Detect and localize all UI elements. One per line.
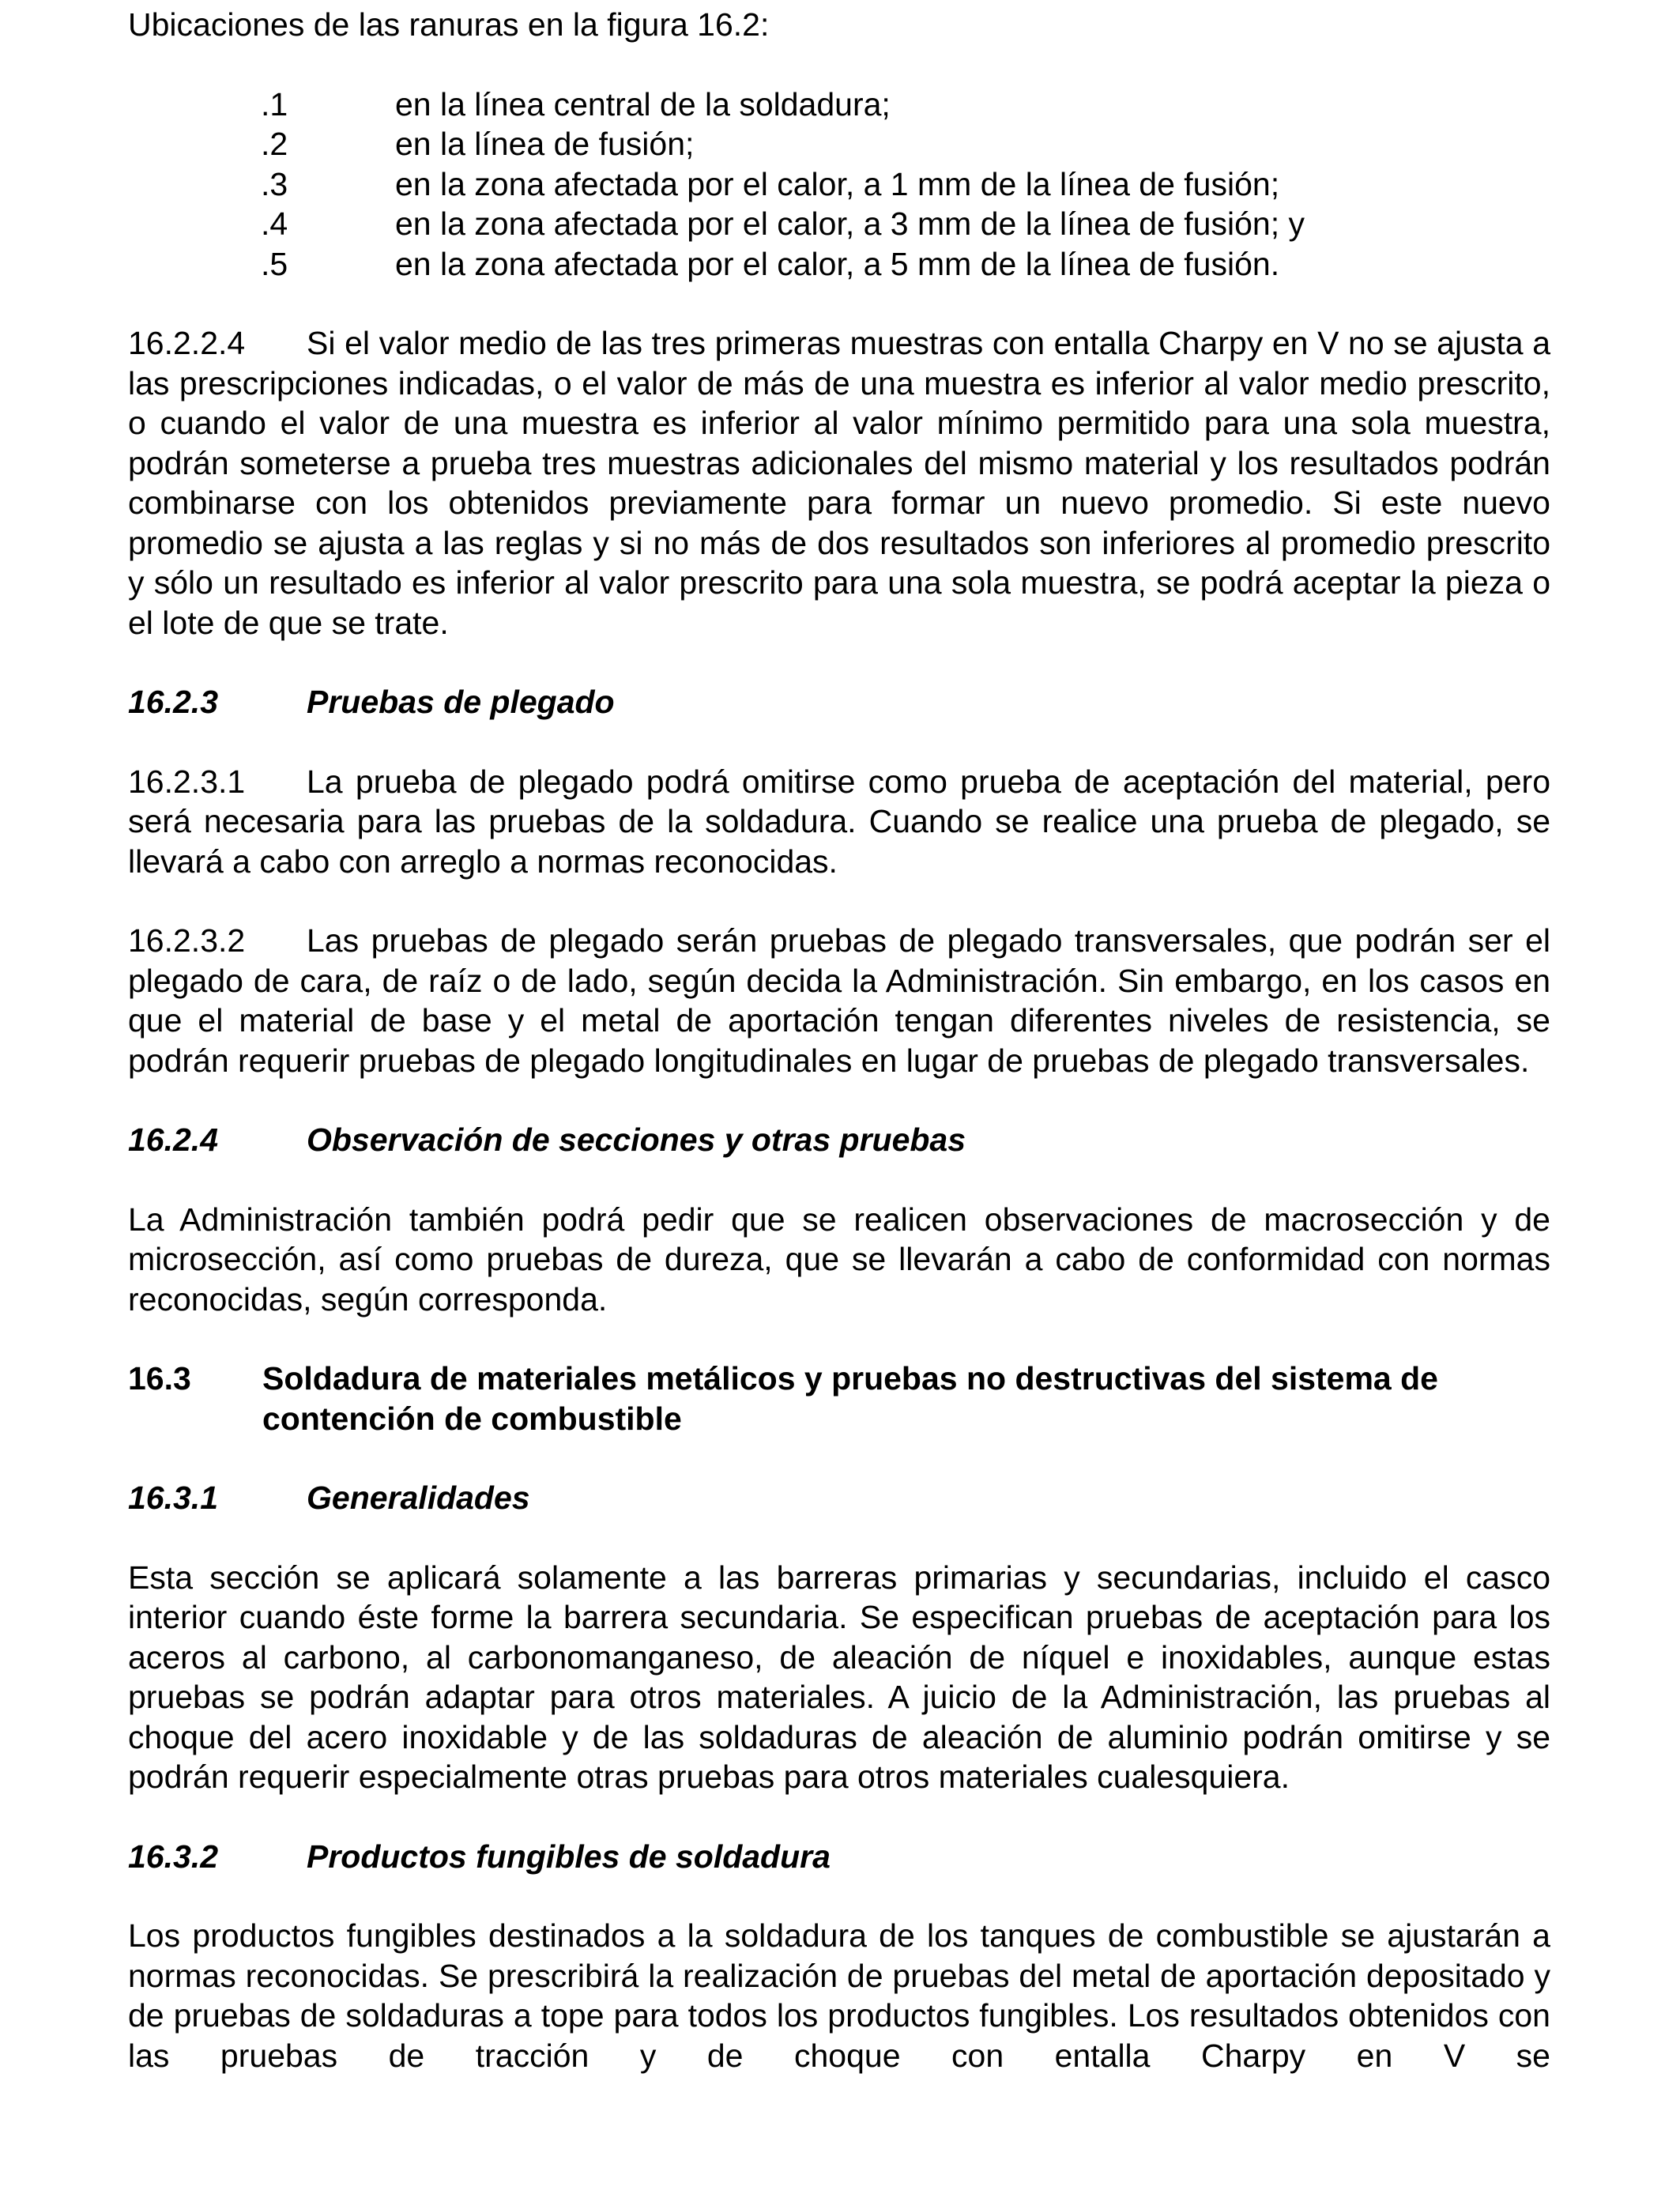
list-item [128,164,1550,205]
paragraph-number: 16.2.2.4 [128,325,246,361]
paragraph-text: La prueba de plegado podrá omitirse como prueba de aceptación del material, pero será necesaria para las pruebas de la soldadura. Cuando se realice una prueba de plegado, se llevará a cabo con arreglo a normas reconocidas. [128,763,1550,880]
list-item-number: .5 [261,245,288,282]
spacer [128,45,1550,85]
spacer [128,1797,1550,1837]
list-item-number: .3 [261,165,288,202]
heading-title: Productos fungibles de soldadura [307,1838,831,1875]
spacer [128,643,1550,682]
heading-number: 16.3 [128,1360,191,1397]
spacer [128,284,1550,323]
heading-title: Pruebas de plegado [307,684,615,720]
heading-title: Generalidades [307,1480,530,1516]
paragraph-number: 16.2.3.2 [128,922,246,959]
paragraph-text: Las pruebas de plegado serán pruebas de plegado transversales, que podrán ser el plegado de cara, de raíz o de lado, según decida la Administración. Sin embargo, en los casos en que el material de base y el metal de aportación tengan diferentes niveles de resistencia, se podrán requerir pruebas de plegado longitudinales en lugar de pruebas de plegado transversales. [128,922,1550,1079]
notch-location-list [128,85,1550,285]
heading-title: Observación de secciones y otras pruebas [307,1122,966,1158]
document-page [128,5,1550,2075]
section-heading-16-3 [128,1359,1550,1438]
intro-text: Ubicaciones de las ranuras en la figura 16.2: [128,6,770,43]
list-item [128,124,1550,164]
list-item [128,85,1550,125]
spacer [128,1160,1550,1200]
list-item [128,244,1550,285]
list-item-text: en la zona afectada por el calor, a 1 mm de la línea de fusión; [395,165,1280,202]
spacer [128,881,1550,921]
spacer [128,722,1550,762]
list-item-text: en la línea de fusión; [395,126,695,162]
list-item-number: .2 [261,126,288,162]
spacer [128,1876,1550,1916]
paragraph-text: Si el valor medio de las tres primeras muestras con entalla Charpy en V no se ajusta a las prescripciones indicadas, o el valor de más de una muestra es inferior al valor medio prescrito, o cuando el valor de una muestra es inferior al valor mínimo permitido para una sola muestra, podrán someterse a prueba tres muestras adicionales del mismo material y los resultados podrán combinarse con los obtenidos previamente para formar un nuevo promedio. Si este nuevo promedio se ajusta a las reglas y si no más de dos resultados son inferiores al promedio prescrito y sólo un resultado es inferior al valor prescrito para una sola muestra, se podrá aceptar la pieza o el lote de que se trate. [128,325,1550,641]
section-heading-16-3-2 [128,1837,1550,1877]
paragraph-16-3-2: Los productos fungibles destinados a la soldadura de los tanques de combustible se ajustarán a normas reconocidas. Se prescribirá la realización de pruebas del metal de aportación depositado y de pruebas de soldaduras a tope para todos los productos fungibles. Los resultados obtenidos con las pruebas de tracción y de choque con entalla Charpy en V se [128,1917,1550,2074]
heading-title: Soldadura de materiales metálicos y pruebas no destructivas del sistema de contención de combustible [262,1360,1438,1437]
heading-number: 16.3.1 [128,1480,218,1516]
section-heading-16-2-4 [128,1120,1550,1160]
heading-number: 16.2.3 [128,684,218,720]
list-item-text: en la zona afectada por el calor, a 3 mm de la línea de fusión; y [395,205,1305,242]
list-item-number: .1 [261,85,288,123]
spacer [128,1319,1550,1359]
section-heading-16-2-3 [128,682,1550,722]
paragraph-16-2-4: La Administración también podrá pedir que se realicen observaciones de macrosección y de microsección, así como pruebas de dureza, que se llevarán a cabo de conformidad con normas reconocidas, según corresponda. [128,1201,1550,1318]
paragraph-16-3-1: Esta sección se aplicará solamente a las barreras primarias y secundarias, incluido el casco interior cuando éste forme la barrera secundaria. Se especifican pruebas de aceptación para los aceros al carbono, al carbonomanganeso, de aleación de níquel e inoxidables, aunque estas pruebas se podrán adaptar para otros materiales. A juicio de la Administración, las pruebas al choque del acero inoxidable y de las soldaduras de aleación de aluminio podrán omitirse y se podrán requerir especialmente otras pruebas para otros materiales cualesquiera. [128,1559,1550,1795]
paragraph-16-2-3-2 [128,921,1550,1080]
list-item-number: .4 [261,205,288,242]
spacer [128,1080,1550,1120]
spacer [128,1518,1550,1558]
heading-number: 16.3.2 [128,1838,218,1875]
paragraph-number: 16.2.3.1 [128,763,246,800]
paragraph-16-2-2-4 [128,323,1550,643]
heading-number: 16.2.4 [128,1122,218,1158]
list-item [128,204,1550,244]
list-item-text: en la zona afectada por el calor, a 5 mm de la línea de fusión. [395,245,1280,282]
list-item-text: en la línea central de la soldadura; [395,85,891,123]
paragraph-16-2-3-1 [128,762,1550,882]
section-heading-16-3-1 [128,1478,1550,1518]
spacer [128,1438,1550,1478]
